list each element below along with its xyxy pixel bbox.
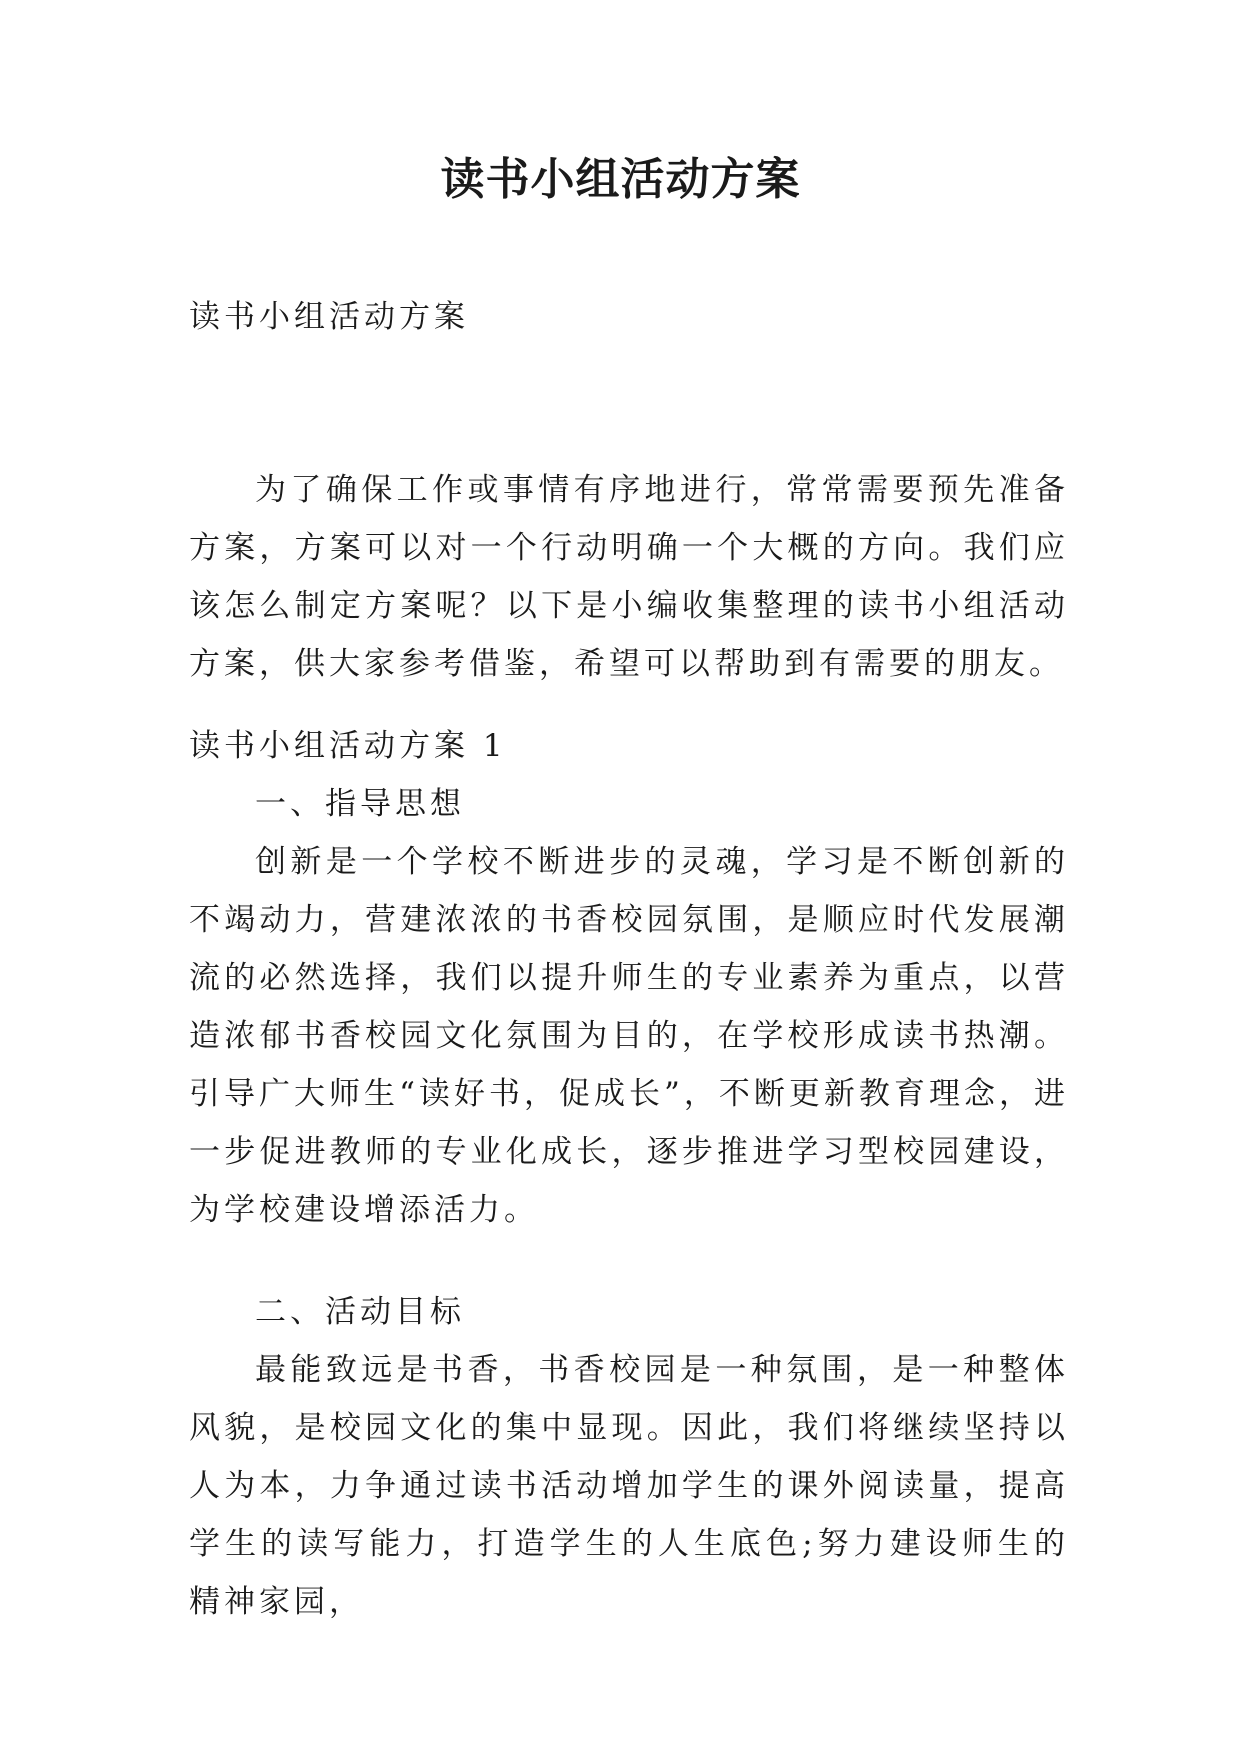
document-subtitle: 读书小组活动方案 xyxy=(189,299,469,335)
heading-guiding-ideology: 一、指导思想 xyxy=(255,786,465,822)
paragraph-activity-goals: 最能致远是书香，书香校园是一种氛围，是一种整体风貌，是校园文化的集中显现。因此，我们将继续坚持以人为本，力争通过读书活动增加学生的课外阅读量，提高学生的读写能力，打造学生的人生底色;努力建设师生的精神家园， xyxy=(189,1352,1069,1620)
heading-activity-goals: 二、活动目标 xyxy=(255,1294,465,1330)
section-title: 读书小组活动方案 1 xyxy=(189,728,507,764)
paragraph-guiding-ideology: 创新是一个学校不断进步的灵魂，学习是不断创新的不竭动力，营建浓浓的书香校园氛围，是顺应时代发展潮流的必然选择，我们以提升师生的专业素养为重点，以营造浓郁书香校园文化氛围为目的，在学校形成读书热潮。引导广大师生“读好书，促成长”，不断更新教育理念，进一步促进教师的专业化成长，逐步推进学习型校园建设，为学校建设增添活力。 xyxy=(189,844,1069,1228)
document-title: 读书小组活动方案 xyxy=(440,154,801,205)
intro-paragraph: 为了确保工作或事情有序地进行，常常需要预先准备方案，方案可以对一个行动明确一个大概的方向。我们应该怎么制定方案呢？以下是小编收集整理的读书小组活动方案，供大家参考借鉴，希望可以帮助到有需要的朋友。 xyxy=(189,472,1069,682)
